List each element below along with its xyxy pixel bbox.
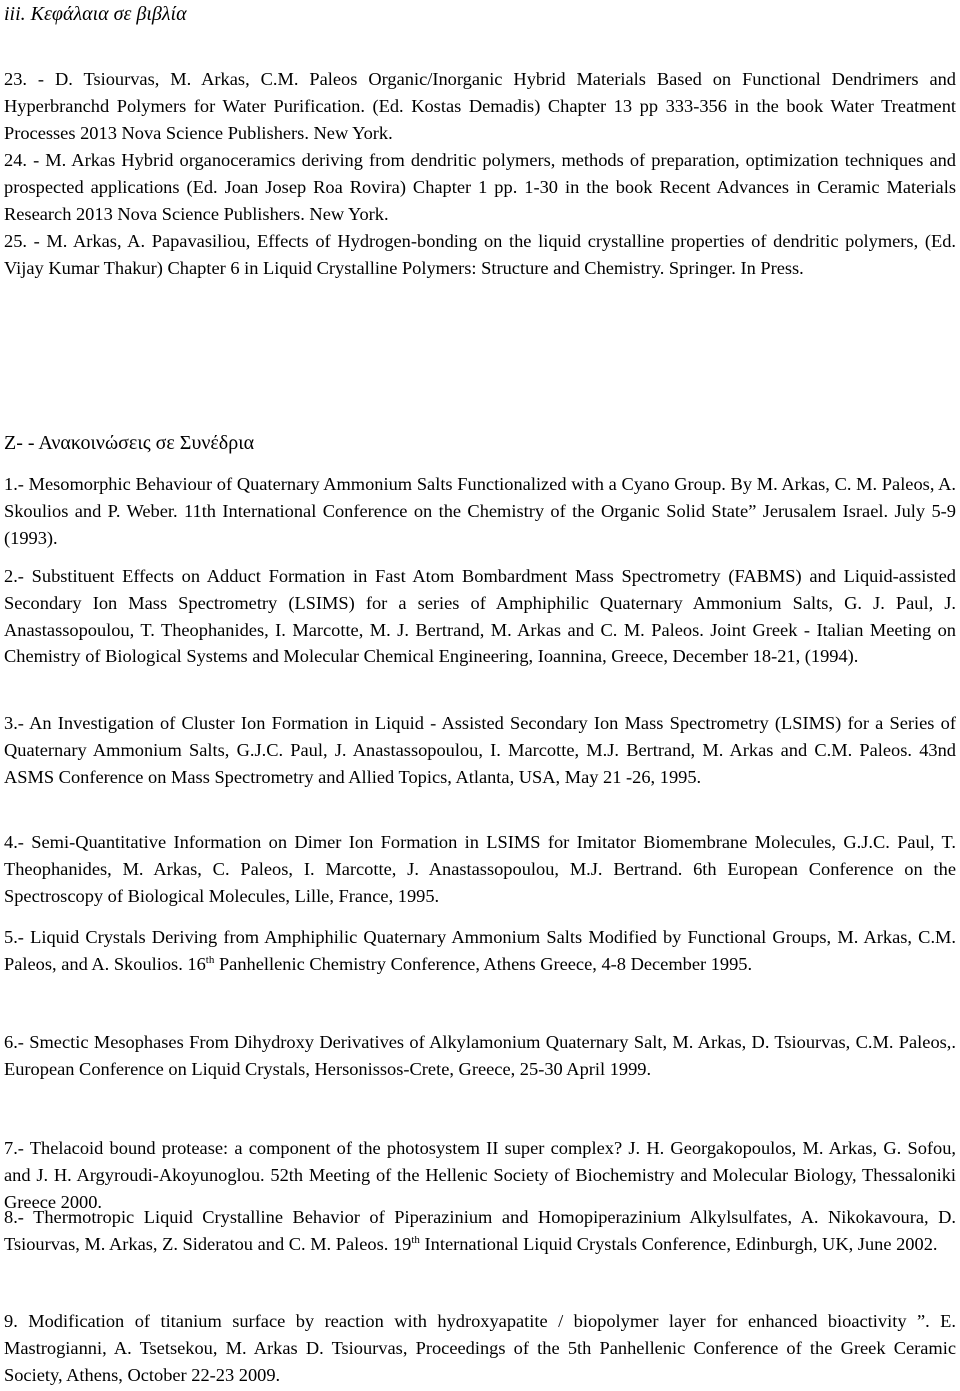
book-chapter-25: 25. - M. Arkas, A. Papavasiliou, Effects of Hydrogen-bonding on the liquid crystalline properties of dendritic polymers, (Ed. Vijay Kumar Thakur) Chapter 6 in Liquid Crystalline Polymers: Structure and Chemistry. Springer. In Press.: [4, 231, 956, 278]
conference-entry-1: 1.- Mesomorphic Behaviour of Quaternary Ammonium Salts Functionalized with a Cyano Group. By M. Arkas, C. M. Paleos, A. Skoulios and P. Weber. 11th International Conference on the Chemistry of the Organic Solid State” Jerusalem Israel. July 5-9 (1993).: [4, 474, 956, 548]
ordinal-superscript: th: [205, 953, 215, 966]
conference-entry-5-text: 5.- Liquid Crystals Deriving from Amphiphilic Quaternary Ammonium Salts Modified by Functional Groups, M. Arkas, C.M. Paleos, and A. Skoulios. 16: [4, 927, 956, 974]
conference-entry-5: [4, 924, 956, 978]
conference-entry-7: 7.- Thelacoid bound protease: a component of the photosystem II super complex? J. H. Georgakopoulos, M. Arkas, G. Sofou, and J. H. Argyroudi-Akoyunoglou. 52th Meeting of the Hellenic Society of Biochemistry and Molecular Biology, Thessaloniki Greece 2000.: [4, 1138, 956, 1212]
books-section-heading: iii. Κεφάλαια σε βιβλία: [4, 3, 187, 25]
conference-entry-6: 6.- Smectic Mesophases From Dihydroxy Derivatives of Alkylamonium Quaternary Salt, M. Arkas, D. Tsiourvas, C.M. Paleos,. European Conference on Liquid Crystals, Hersonissos-Crete, Greece, 25-30 April 1999.: [4, 1032, 956, 1079]
conference-entry-4: 4.- Semi-Quantitative Information on Dimer Ion Formation in LSIMS for Imitator Biomembrane Molecules, G.J.C. Paul, T. Theophanides, M. Arkas, C. Paleos, I. Marcotte, J. Anastassopoulou, M.J. Bertrand. 6th European Conference on the Spectroscopy of Biological Molecules, Lille, France, 1995.: [4, 832, 956, 906]
conference-entry-8: [4, 1204, 956, 1258]
conference-entry-8-text-end: International Liquid Crystals Conference, Edinburgh, UK, June 2002.: [419, 1233, 938, 1254]
conference-entry-2: 2.- Substituent Effects on Adduct Formation in Fast Atom Bombardment Mass Spectrometry (FABMS) and Liquid-assisted Secondary Ion Mass Spectrometry (LSIMS) for a series of Amphiphilic Quaternary Ammonium Salts, G. J. Paul, J. Anastassopoulou, T. Theophanides, I. Marcotte, M. J. Bertrand, M. Arkas and C. M. Paleos. Joint Greek - Italian Meeting on Chemistry of Biological Systems and Molecular Chemical Engineering, Ioannina, Greece, December 18-21, (1994).: [4, 566, 956, 667]
conferences-section-heading: Ζ- - Ανακοινώσεις σε Συνέδρια: [4, 432, 255, 454]
book-chapter-24: 24. - M. Arkas Hybrid organoceramics deriving from dendritic polymers, methods of preparation, optimization techniques and prospected applications (Ed. Joan Josep Roa Rovira) Chapter 1 pp. 1-30 in the book Recent Advances in Ceramic Materials Research 2013 Nova Science Publishers. New York.: [4, 150, 956, 224]
conference-entry-8-text: 8.- Thermotropic Liquid Crystalline Behavior of Piperazinium and Homopiperazinium Alkylsulfates, A. Nikokavoura, D. Tsiourvas, M. Arkas, Z. Sideratou and C. M. Paleos. 19: [4, 1207, 956, 1254]
conference-entry-5-text-end: Panhellenic Chemistry Conference, Athens Greece, 4-8 December 1995.: [214, 953, 753, 974]
conference-entry-9: 9. Modification of titanium surface by reaction with hydroxyapatite / biopolymer layer for enhanced bioactivity ”. E. Mastrogianni, A. Tsetsekou, M. Arkas D. Tsiourvas, Proceedings of the 5th Panhellenic Conference of the Greek Ceramic Society, Athens, October 22-23 2009.: [4, 1311, 956, 1385]
conference-entry-3: 3.- An Investigation of Cluster Ion Formation in Liquid - Assisted Secondary Ion Mass Spectrometry (LSIMS) for a Series of Quaternary Ammonium Salts, G.J.C. Paul, J. Anastassopoulou, I. Marcotte, M.J. Bertrand, M. Arkas and C.M. Paleos. 43nd ASMS Conference on Mass Spectrometry and Allied Topics, Atlanta, USA, May 21 -26, 1995.: [4, 713, 956, 787]
book-chapter-23: 23. - D. Tsiourvas, M. Arkas, C.M. Paleos Organic/Inorganic Hybrid Materials Based on Functional Dendrimers and Hyperbranchd Polymers for Water Purification. (Ed. Kostas Demadis) Chapter 13 pp 333-356 in the book Water Treatment Processes 2013 Nova Science Publishers. New York.: [4, 69, 956, 143]
ordinal-superscript: th: [411, 1233, 420, 1246]
